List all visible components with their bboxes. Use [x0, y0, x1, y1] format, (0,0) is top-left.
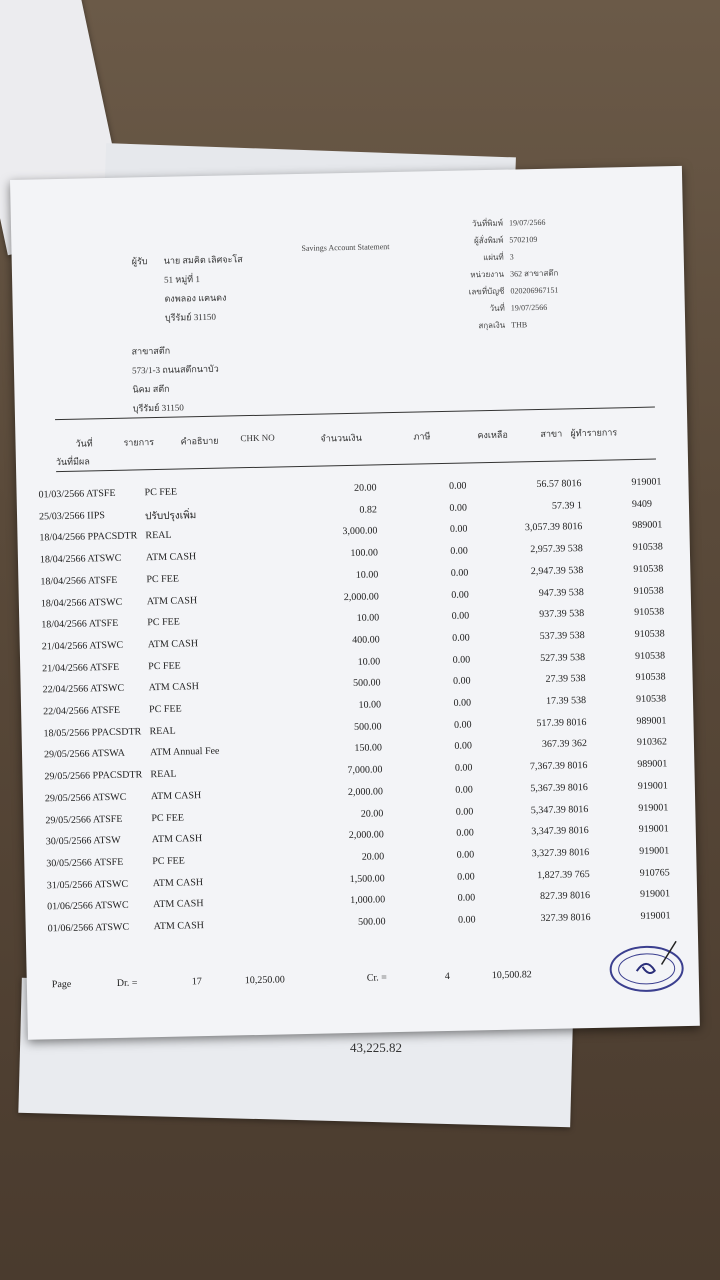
- transaction-amount: 7,000.00: [347, 764, 383, 777]
- statement-title: Savings Account Statement: [301, 242, 390, 253]
- transaction-date-code: 01/06/2566 ATSWC: [47, 921, 130, 935]
- transaction-description: ATM CASH: [152, 876, 204, 889]
- transaction-date-code: 18/04/2566 ATSWC: [40, 596, 123, 609]
- transaction-description: REAL: [150, 768, 177, 781]
- header-item: รายการ: [123, 437, 155, 448]
- transaction-teller: 9409: [631, 498, 653, 510]
- transaction-teller: 919001: [639, 845, 670, 857]
- transaction-date-code: 21/04/2566 ATSFE: [42, 661, 120, 675]
- meta-row: สกุลเงิน THB: [478, 320, 528, 331]
- transaction-tax: 0.00: [457, 914, 476, 926]
- header-chk-no: CHK NO: [240, 432, 275, 444]
- transaction-amount: 2,000.00: [348, 829, 384, 842]
- transaction-amount: 100.00: [350, 547, 379, 560]
- transaction-amount: 10.00: [355, 569, 379, 581]
- transaction-tax: 0.00: [455, 784, 473, 796]
- transaction-date-code: 31/05/2566 ATSWC: [46, 878, 129, 891]
- transaction-balance-branch: 3,327.39 8016: [531, 846, 590, 860]
- transaction-teller: 910362: [636, 736, 668, 749]
- transaction-tax: 0.00: [451, 610, 470, 623]
- meta-row: วันที่พิมพ์ 19/07/2566: [471, 217, 546, 229]
- transaction-teller: 910538: [635, 693, 667, 706]
- transaction-balance-branch: 367.39 362: [541, 738, 588, 751]
- transaction-teller: 910538: [634, 649, 666, 662]
- header-effective-date: วันที่มีผล: [55, 456, 90, 468]
- transaction-description: PC FEE: [151, 811, 185, 824]
- transaction-balance-branch: 1,827.39 765: [537, 868, 590, 881]
- branch-address-block: [131, 341, 219, 419]
- transaction-amount: 0.82: [359, 504, 378, 516]
- transaction-balance-branch: 3,057.39 8016: [524, 521, 583, 534]
- transaction-balance-branch: 827.39 8016: [540, 890, 591, 903]
- transaction-balance-branch: 17.39 538: [545, 695, 587, 707]
- transaction-amount: 1,500.00: [349, 872, 385, 885]
- statement-footer: [27, 966, 699, 991]
- transaction-teller: 989001: [637, 758, 668, 771]
- footer-cr-total: 10,500.82: [491, 969, 532, 982]
- transaction-description: PC FEE: [147, 616, 180, 629]
- transaction-date-code: 25/03/2566 IIPS: [38, 509, 106, 523]
- transaction-date-code: 01/03/2566 ATSFE: [38, 487, 116, 501]
- transaction-date-code: 30/05/2566 ATSFE: [46, 856, 124, 870]
- transaction-description: PC FEE: [146, 573, 180, 586]
- transaction-teller: 910765: [639, 866, 670, 879]
- transaction-tax: 0.00: [453, 719, 472, 731]
- transaction-tax: 0.00: [455, 805, 474, 818]
- transaction-balance-branch: 2,957.39 538: [530, 543, 583, 556]
- header-bottom-rule: [56, 459, 656, 473]
- transaction-tax: 0.00: [451, 588, 469, 601]
- recipient-address-line: ดงพลอง แคนดง: [164, 292, 227, 304]
- transaction-amount: 20.00: [361, 851, 385, 863]
- transaction-teller: 910538: [635, 671, 666, 684]
- transaction-description: PC FEE: [148, 660, 181, 672]
- transaction-balance-branch: 517.39 8016: [536, 716, 587, 729]
- transaction-tax: 0.00: [453, 697, 472, 709]
- transaction-date-code: 22/04/2566 ATSWC: [42, 683, 125, 696]
- transaction-teller: 910538: [634, 606, 665, 619]
- transaction-tax: 0.00: [450, 567, 469, 579]
- transaction-balance-branch: 2,947.39 538: [530, 564, 584, 577]
- transaction-teller: 910538: [633, 584, 664, 597]
- transaction-tax: 0.00: [456, 827, 474, 839]
- transaction-balance-branch: 3,347.39 8016: [531, 825, 589, 838]
- transaction-date-code: 01/06/2566 ATSWC: [47, 899, 129, 913]
- footer-dr-count: 17: [191, 976, 202, 988]
- branch-name: สาขาสตึก: [131, 345, 171, 357]
- transaction-tax: 0.00: [452, 654, 471, 666]
- transaction-description: ATM CASH: [148, 681, 200, 694]
- transaction-description: PC FEE: [152, 855, 185, 868]
- footer-page-label: Page: [51, 978, 72, 991]
- transaction-amount: 2,000.00: [343, 590, 379, 603]
- header-description: คำอธิบาย: [180, 435, 219, 447]
- transaction-date-code: 29/05/2566 PPACSDTR: [44, 769, 143, 783]
- transaction-tax: 0.00: [448, 480, 467, 492]
- transaction-description: REAL: [145, 530, 172, 542]
- meta-row: แผ่นที่ 3: [483, 252, 514, 263]
- transaction-balance-branch: 537.39 538: [539, 629, 585, 642]
- transaction-amount: 20.00: [360, 807, 384, 820]
- transaction-tax: 0.00: [454, 740, 473, 753]
- transaction-date-code: 30/05/2566 ATSW: [45, 835, 121, 848]
- transaction-teller: 989001: [636, 715, 667, 727]
- transaction-date-code: 18/04/2566 PPACSDTR: [39, 530, 138, 544]
- transaction-teller: 989001: [632, 519, 663, 532]
- transaction-amount: 400.00: [352, 634, 380, 646]
- transaction-balance-branch: 5,367.39 8016: [530, 781, 588, 795]
- recipient-address-line: บุรีรัมย์ 31150: [164, 311, 217, 323]
- transaction-tax: 0.00: [449, 523, 468, 536]
- transaction-balance-branch: 5,347.39 8016: [530, 803, 589, 816]
- meta-row: ผู้สั่งพิมพ์ 5702109: [473, 234, 538, 246]
- transaction-teller: 910538: [634, 628, 665, 640]
- recipient-name: นาย สมคิด เลิศจะโส: [163, 254, 243, 266]
- transaction-tax: 0.00: [452, 632, 470, 644]
- transaction-balance-branch: 56.57 8016: [536, 478, 582, 491]
- transaction-teller: 919001: [638, 801, 669, 814]
- header-balance: คงเหลือ: [477, 429, 508, 441]
- transaction-tax: 0.00: [454, 762, 473, 774]
- transaction-teller: 919001: [631, 476, 662, 489]
- transaction-description: ATM Annual Fee: [149, 746, 220, 759]
- transaction-amount: 150.00: [354, 742, 383, 755]
- meta-row: หน่วยงาน 362 สาขาสตึก: [470, 268, 559, 280]
- transaction-amount: 500.00: [353, 721, 382, 733]
- transaction-description: ATM CASH: [146, 594, 198, 607]
- transaction-date-code: 29/05/2566 ATSWC: [44, 791, 127, 805]
- bank-statement-sheet: [10, 166, 700, 1040]
- transaction-description: ATM CASH: [151, 833, 203, 846]
- meta-row: วันที่ 19/07/2566: [489, 302, 548, 313]
- header-amount: จำนวนเงิน: [320, 432, 362, 444]
- transaction-description: ATM CASH: [153, 920, 205, 933]
- transaction-date-code: 22/04/2566 ATSFE: [43, 704, 121, 718]
- transaction-teller: 919001: [640, 910, 671, 922]
- transaction-date-code: 21/04/2566 ATSWC: [41, 639, 124, 653]
- transaction-amount: 500.00: [353, 677, 381, 690]
- bank-seal-stamp: [606, 936, 687, 1003]
- header-date: วันที่: [75, 438, 93, 449]
- transaction-tax: 0.00: [450, 545, 468, 557]
- transaction-teller: 910538: [633, 563, 664, 575]
- footer-dr-label: Dr. =: [116, 977, 138, 989]
- transaction-amount: 10.00: [358, 699, 382, 711]
- transaction-description: ATM CASH: [147, 638, 199, 651]
- transaction-date-code: 29/05/2566 ATSFE: [45, 813, 123, 826]
- recipient-address-line: 51 หมู่ที่ 1: [164, 274, 201, 285]
- transaction-balance-branch: 947.39 538: [538, 586, 584, 599]
- transaction-amount: 10.00: [357, 655, 381, 668]
- transaction-tax: 0.00: [457, 871, 475, 883]
- header-teller: ผู้ทำรายการ: [570, 427, 618, 439]
- transaction-teller: 919001: [639, 888, 671, 901]
- transaction-date-code: 29/05/2566 ATSWA: [43, 748, 125, 761]
- transaction-description: REAL: [149, 725, 176, 737]
- header-tax: ภาษี: [413, 431, 431, 442]
- statement-meta: [449, 214, 560, 335]
- transaction-teller: 919001: [638, 823, 669, 836]
- transaction-description: ATM CASH: [145, 551, 197, 564]
- transaction-description: PC FEE: [149, 703, 182, 716]
- transaction-date-code: 18/05/2566 PPACSDTR: [43, 726, 142, 740]
- recipient-label: ผู้รับ: [131, 256, 148, 267]
- transaction-tax: 0.00: [457, 892, 476, 905]
- transaction-teller: 910538: [632, 541, 663, 554]
- transaction-amount: 500.00: [358, 916, 386, 928]
- transaction-teller: 919001: [637, 780, 668, 792]
- header-branch: สาขา: [540, 428, 563, 439]
- transaction-description: ATM CASH: [150, 789, 202, 802]
- transaction-description: PC FEE: [144, 486, 178, 499]
- meta-row: เลขที่บัญชี 020206967151: [468, 285, 559, 297]
- footer-dr-total: 10,250.00: [244, 974, 285, 987]
- underlying-page-total: 43,225.82: [350, 1040, 402, 1055]
- transaction-amount: 2,000.00: [347, 786, 384, 798]
- transaction-balance-branch: 327.39 8016: [540, 912, 591, 925]
- transaction-balance-branch: 937.39 538: [539, 608, 585, 621]
- transaction-balance-branch: 27.39 538: [545, 673, 586, 686]
- transaction-tax: 0.00: [449, 502, 468, 514]
- branch-address-line: นิคม สตึก: [132, 383, 170, 395]
- transaction-tax: 0.00: [452, 675, 471, 688]
- transaction-balance-branch: 527.39 538: [540, 651, 586, 664]
- transaction-amount: 20.00: [353, 482, 377, 494]
- recipient-address-block: [132, 250, 245, 328]
- transaction-amount: 1,000.00: [350, 894, 386, 907]
- transaction-description: ปรับปรุงเพิ่ม: [144, 509, 197, 522]
- footer-cr-count: 4: [444, 970, 450, 983]
- transaction-date-code: 18/04/2566 ATSFE: [41, 618, 119, 631]
- transaction-balance-branch: 57.39 1: [551, 499, 583, 512]
- transaction-description: ATM CASH: [153, 898, 204, 911]
- transaction-amount: 3,000.00: [342, 525, 378, 538]
- footer-cr-label: Cr. =: [366, 972, 387, 984]
- branch-address-line: 573/1-3 ถนนสตึกนาบัว: [131, 363, 219, 376]
- transaction-amount: 10.00: [356, 612, 380, 625]
- transaction-tax: 0.00: [456, 849, 475, 861]
- branch-address-line: บุรีรัมย์ 31150: [132, 402, 184, 414]
- transaction-date-code: 18/04/2566 ATSWC: [39, 552, 122, 566]
- transaction-balance-branch: 7,367.39 8016: [529, 760, 588, 773]
- transaction-date-code: 18/04/2566 ATSFE: [40, 574, 118, 588]
